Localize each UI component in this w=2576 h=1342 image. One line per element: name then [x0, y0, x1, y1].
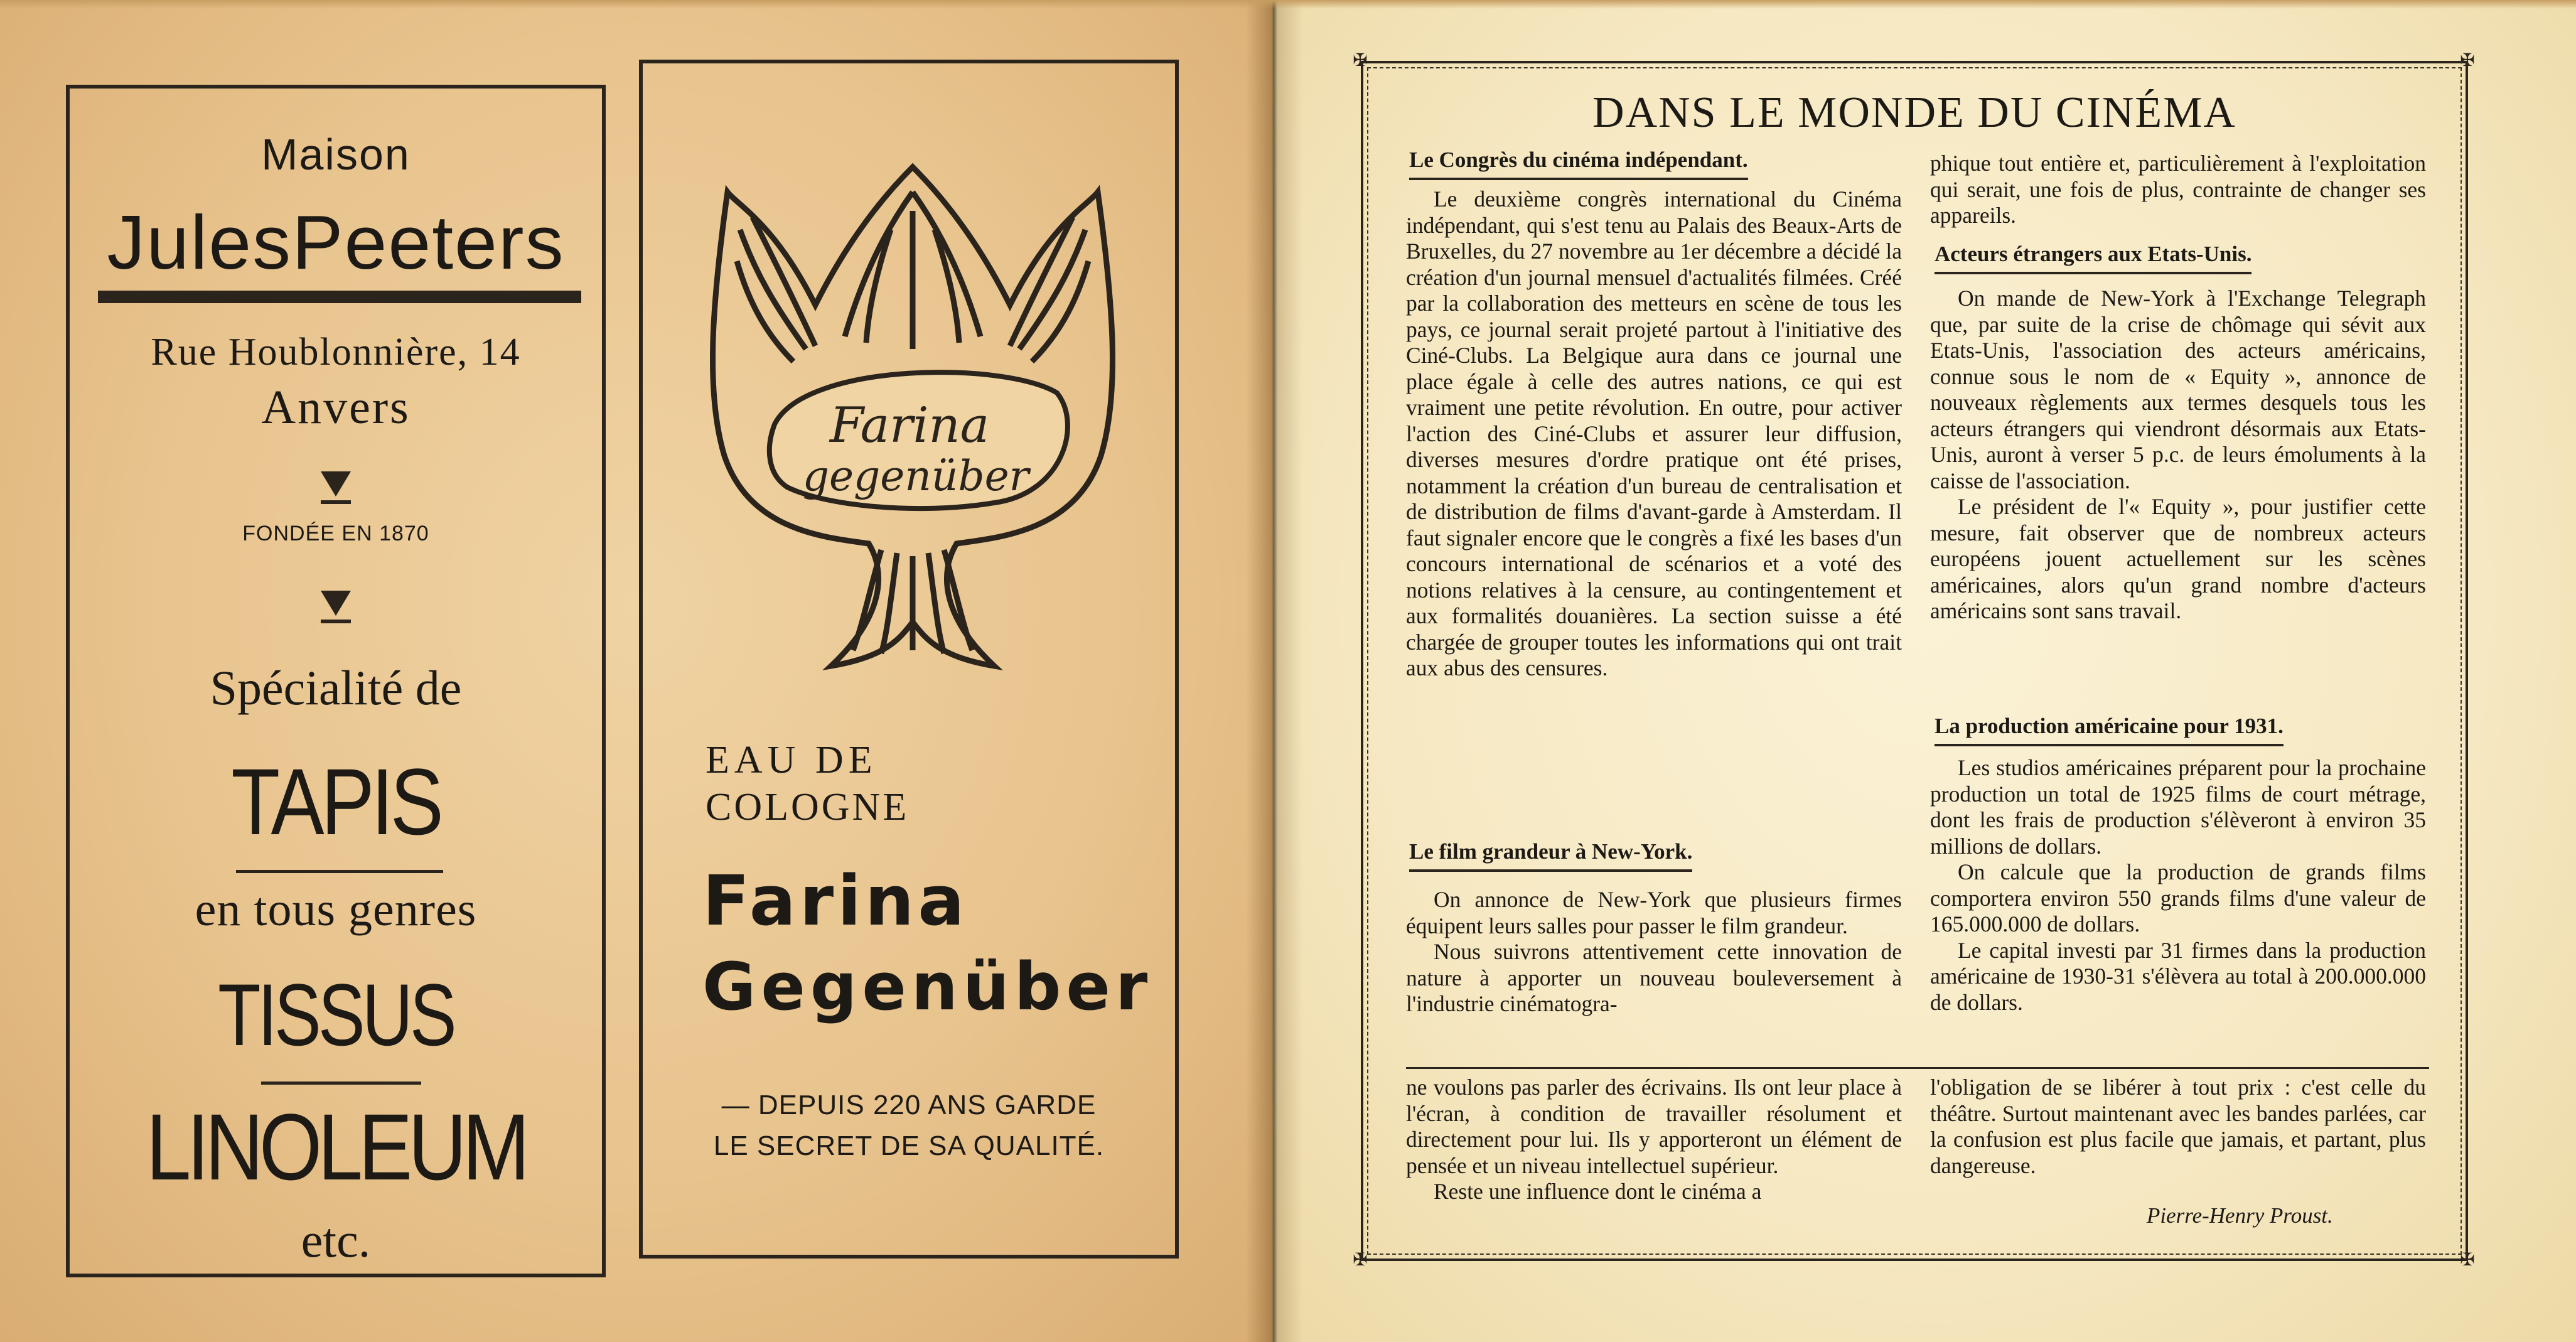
farina-spade-logo-icon: [680, 98, 1145, 713]
bottom-left-text: [1406, 1075, 1902, 1205]
paragraph: On calcule que la production de grands films comportera environ 550 grands films d'une valeur de 165.000.000 de dollars.: [1930, 859, 2426, 937]
paragraph: l'obligation de se libérer à tout prix : c'est celle du théâtre. Surtout maintenant avec les bandes parlées, car la confusion est plus facile que jamais, et partant, plus dangereuse.: [1930, 1075, 2426, 1178]
section-heading-congres: Le Congrès du cinéma indépendant.: [1409, 148, 1748, 180]
section-film-grandeur-text: [1406, 887, 1902, 1017]
advert-tous-genres: en tous genres: [195, 883, 477, 936]
advert-slogan-line1: — DEPUIS 220 ANS GARDE: [721, 1090, 1097, 1120]
triangle-ornament-icon: [321, 471, 351, 497]
underline: [261, 1082, 421, 1085]
paragraph: Reste une influence dont le cinéma a: [1434, 1179, 1762, 1204]
advert-eau-de: EAU DE: [706, 739, 877, 781]
section-heading-production: La production américaine pour 1931.: [1935, 714, 2284, 746]
bottom-right-text: [1930, 1075, 2426, 1179]
ornament-bar: [321, 620, 351, 623]
advert-street: Rue Houblonnière, 14: [151, 331, 521, 373]
corner-ornament-icon: ✠: [2460, 1250, 2475, 1270]
section-congres-text: [1406, 186, 1902, 682]
triangle-ornament-icon: [321, 591, 351, 616]
underline: [236, 870, 443, 873]
article-title: DANS LE MONDE DU CINÉMA: [1592, 89, 2236, 137]
paragraph: On annonce de New-York que plusieurs firmes équipent leurs salles pour passer le film grandeur.: [1406, 887, 1902, 938]
advert-cologne: COLOGNE: [706, 786, 910, 829]
section-heading-film-grandeur: Le film grandeur à New-York.: [1409, 839, 1692, 872]
advert-founded: FONDÉE EN 1870: [242, 522, 429, 545]
book-gutter: [1246, 0, 1302, 1342]
corner-ornament-icon: ✠: [1353, 51, 1368, 70]
advert-tapis: TAPIS: [231, 749, 441, 854]
advert-specialite: Spécialité de: [210, 660, 462, 715]
section-production-text: [1930, 755, 2426, 1016]
logo-gegenuber-text: gegenüber: [802, 452, 1029, 500]
section-acteurs-text: [1930, 286, 2426, 625]
paragraph: Le capital investi par 31 firmes dans la production américaine de 1930-31 s'élèvera au total à 200.000.000 de dollars.: [1930, 937, 2426, 1015]
advert-company-name: JulesPeeters: [107, 200, 565, 285]
corner-ornament-icon: ✠: [1353, 1250, 1368, 1270]
advert-jules-peeters: [66, 85, 606, 1277]
column-continuation-text: [1930, 151, 2426, 229]
section-heading-acteurs: Acteurs étrangers aux Etats-Unis.: [1935, 242, 2251, 274]
paragraph: Le président de l'« Equity », pour justifier cette mesure, fait observer que de nombreux acteurs européens jouent actuellement sur les scènes américaines, alors qu'un grand nombre d'acteurs américains sont sans travail.: [1930, 494, 2426, 623]
advert-slogan-line2: LE SECRET DE SA QUALITÉ.: [713, 1130, 1105, 1161]
advert-etc: etc.: [301, 1213, 371, 1267]
advert-linoleum: LINOLEUM: [146, 1094, 526, 1200]
paragraph: On mande de New-York à l'Exchange Telegraph que, par suite de la crise de chômage qui sévit aux Etats-Unis, l'association des acteurs américains, connue sous le nom de « Equity », annonce de nouveaux règlements aux termes desquels tous les acteurs étrangers qui viendront désormais aux Etats-Unis, auront à verser 5 p.c. de leurs émoluments à la caisse de l'association.: [1930, 286, 2426, 493]
paragraph: phique tout entière et, particulièrement à l'exploitation qui serait, une fois de plus, contrainte de changer ses appareils.: [1930, 151, 2426, 228]
paragraph: Nous suivrons attentivement cette innovation de nature à apporter un nouveau bouleversement à l'industrie cinématogra-: [1406, 939, 1902, 1016]
paragraph: ne voulons pas parler des écrivains. Ils ont leur place à l'écran, à condition de travailler résolument et directement pour lui. Ils y apporteront un élément de pensée et un niveau intellectuel supérieur.: [1406, 1075, 1902, 1178]
section-separator: [1406, 1067, 2429, 1069]
advert-brand-farina: Farina: [702, 861, 969, 941]
logo-farina-text: Farina: [829, 397, 990, 454]
paragraph: Les studios américaines préparent pour la prochaine production un total de 1925 films de court métrage, dont les frais de production s'élèveront à environ 35 millions de dollars.: [1930, 755, 2426, 859]
page-top-edge: [0, 0, 2576, 9]
advert-city: Anvers: [261, 381, 411, 434]
advert-farina: [639, 60, 1179, 1259]
corner-ornament-icon: ✠: [2460, 51, 2475, 70]
advert-tissus: TISSUS: [218, 965, 454, 1064]
advert-brand-gegenuber: Gegenüber: [702, 948, 1153, 1025]
paragraph: Le deuxième congrès international du Cinéma indépendant, qui s'est tenu au Palais des Beaux-Arts de Bruxelles, du 27 novembre au 1er décembre a décidé la création d'un journal mensuel d'actualités filmées. Créé par la collaboration des metteurs en scène de tous les pays, ce journal serait projeté partout à l'initiative des Ciné-Clubs. La Belgique aura dans ce journal une place égale à celle des autres nations, ce qui est vraiment une petite révolution. En outre, pour activer l'action des Ciné-Clubs et assurer leur diffusion, diverses mesures d'ordre pratique ont été prises, notamment la création d'un bureau de centralisation et de distribution de films d'avant-garde à Amsterdam. Il faut signaler encore que le congrès a fixé les bases d'un concours international de scénarios et a voté des notions relatives à la censure, au contingentement et aux formalités douanières. La section suisse a été chargée de grouper toutes les informations qui ont trait aux abus des censures.: [1406, 186, 1902, 680]
divider-rule: [98, 291, 581, 303]
author-signature: Pierre-Henry Proust.: [2147, 1203, 2333, 1228]
advert-maison: Maison: [261, 130, 411, 179]
ornament-bar: [321, 500, 351, 504]
